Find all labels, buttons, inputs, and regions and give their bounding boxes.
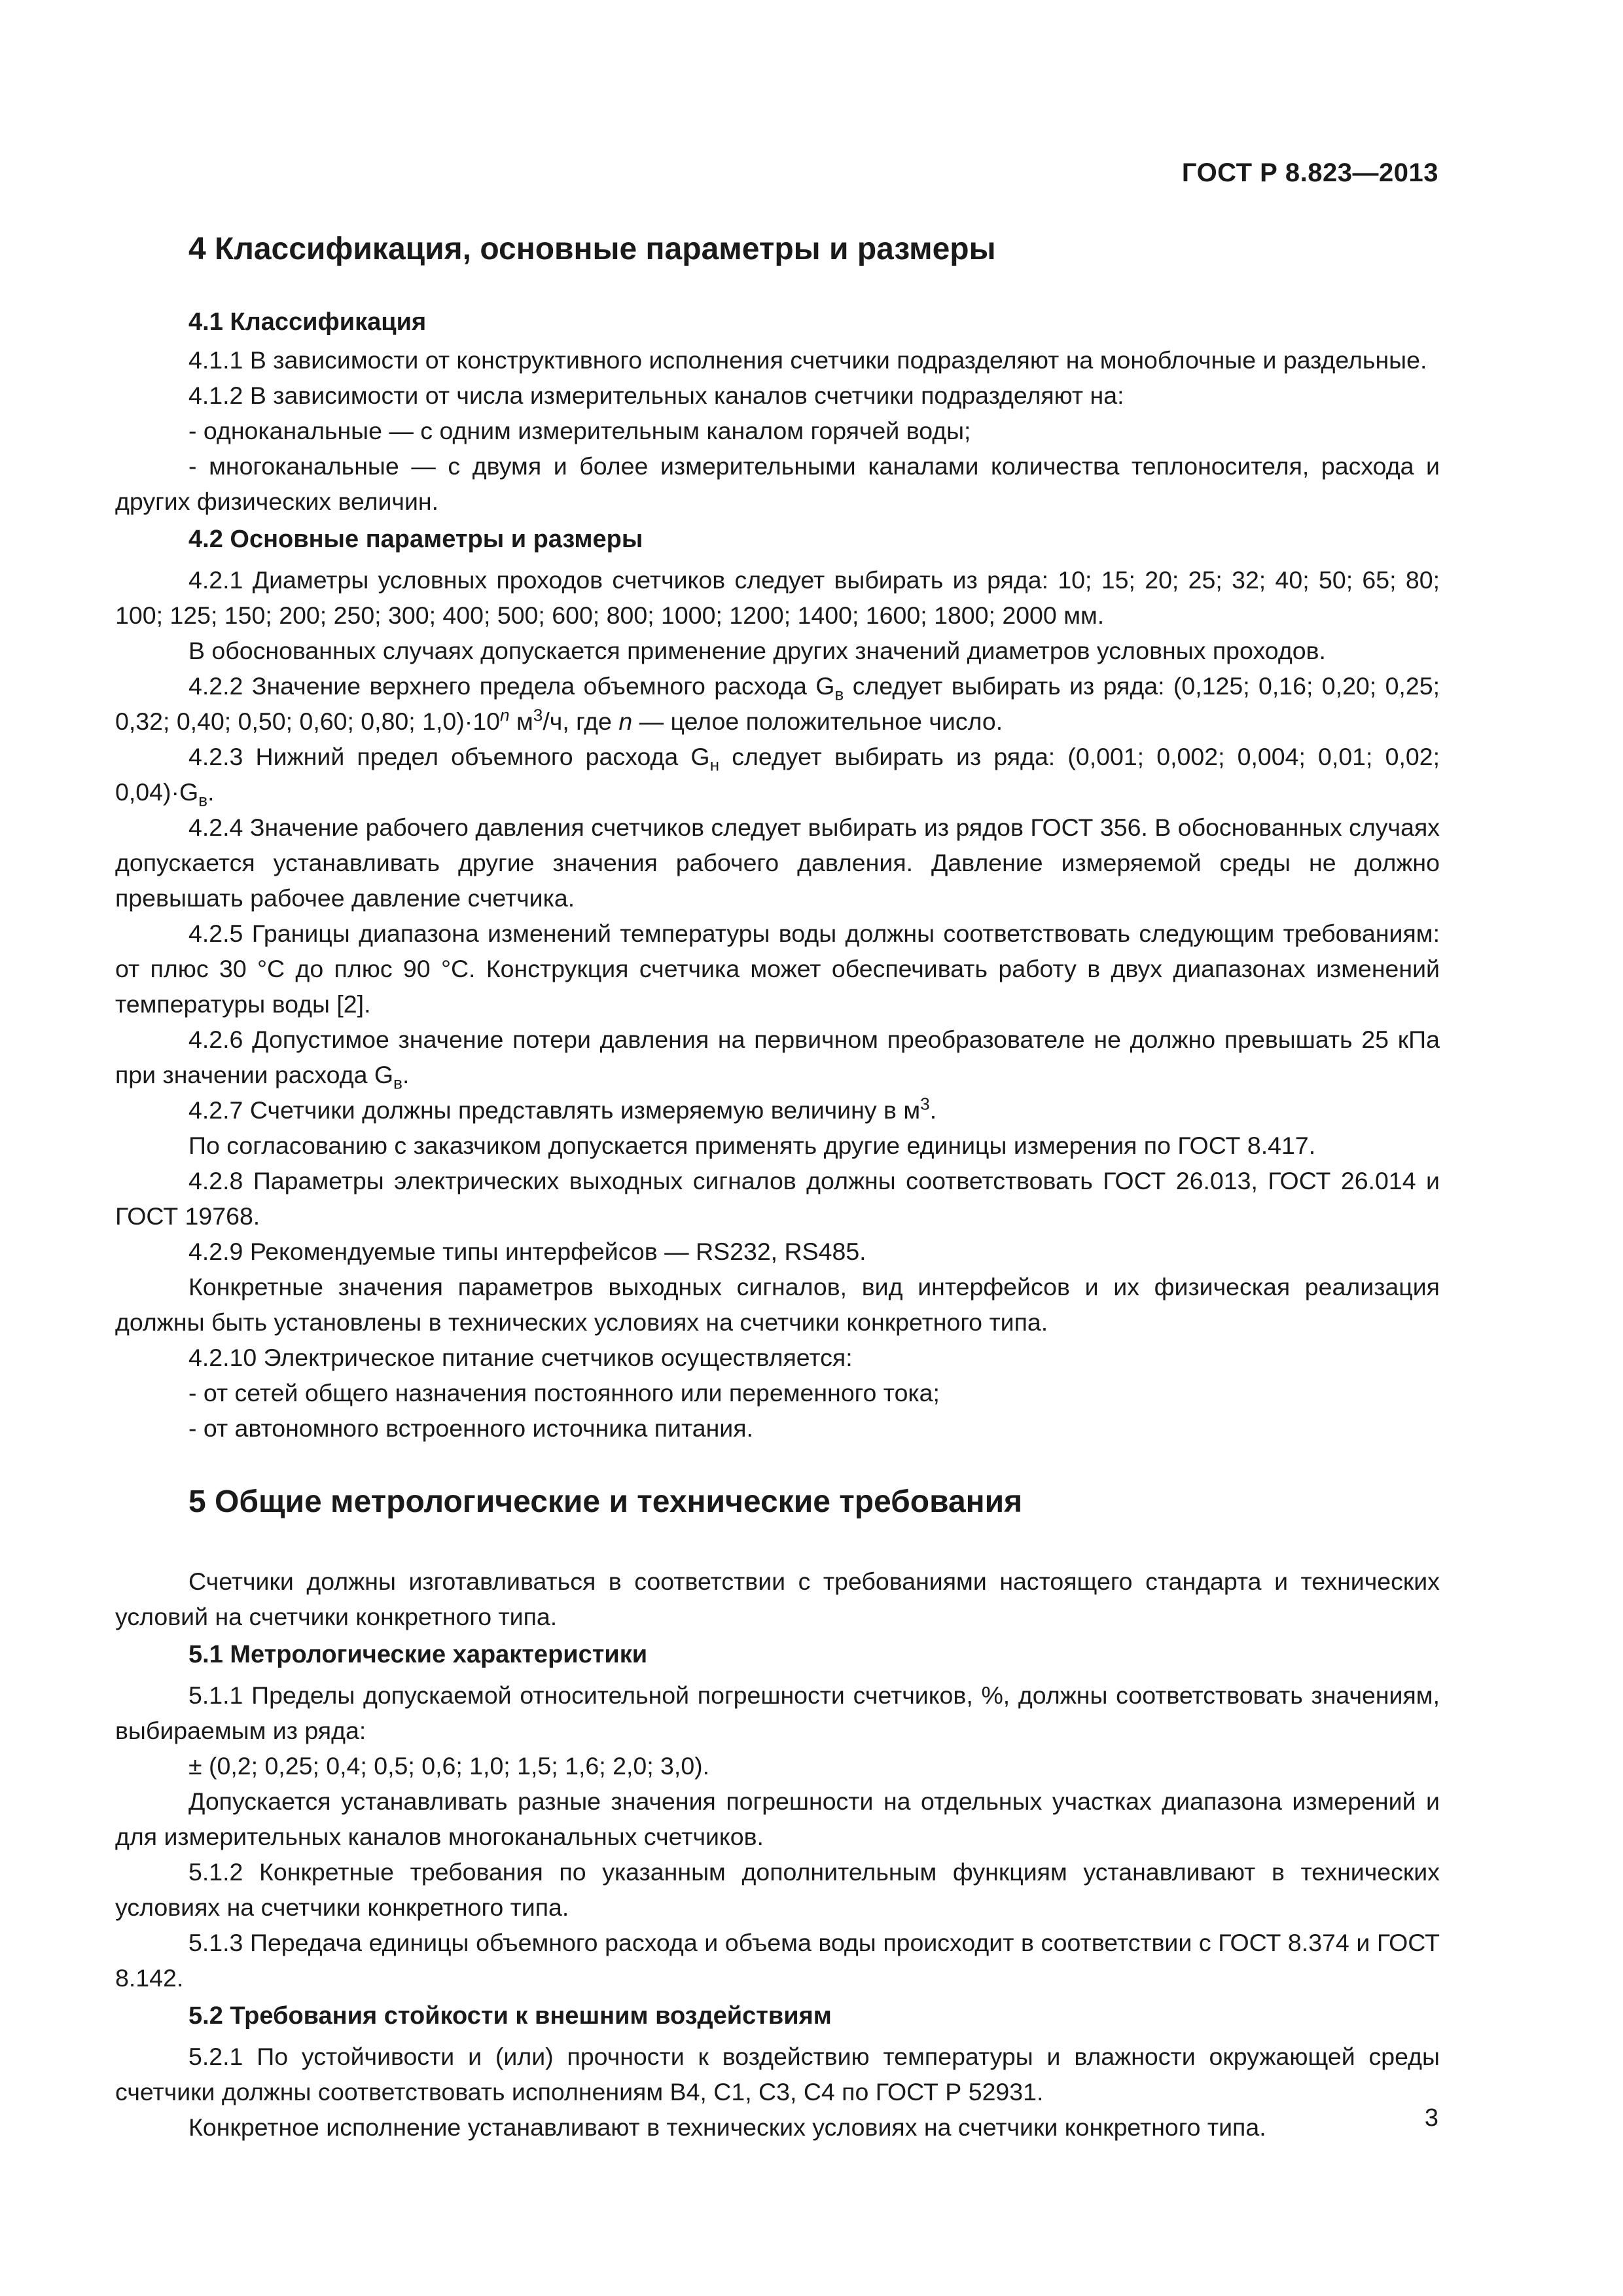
paragraph-4-2-2: 4.2.2 Значение верхнего предела объемного расхода $G_в$ следует выбирать из ряда: (0,125; 0,16; 0,20; 0,25; 0,32; 0,40; 0,50; 0,60; 0,80; $1,0)\cdot 10^n$ $м^3/ч$, где n — целое положительное число. (115, 672, 1440, 735)
paragraph-5-1-1: 5.1.1 Пределы допускаемой относительной погрешности счетчиков, %, должны соответствовать значениям, выбираемым из ряда: (115, 1681, 1440, 1744)
section-5-2-heading: 5.2 Требования стойкости к внешним воздействиям (188, 2002, 832, 2030)
paragraph-4-2-9-note: Конкретные значения параметров выходных сигналов, вид интерфейсов и их физическая реализация должны быть установлены в технических условиях на счетчики конкретного типа. (115, 1273, 1440, 1336)
paragraph-5-1-3: 5.1.3 Передача единицы объемного расхода и объема воды происходит в соответствии с ГОСТ 8.374 и ГОСТ 8.142. (115, 1929, 1440, 1992)
document-code: ГОСТ Р 8.823—2013 (1181, 158, 1438, 187)
paragraph-4-2-10: 4.2.10 Электрическое питание счетчиков осуществляется: (188, 1344, 853, 1371)
section-4-1-heading: 4.1 Классификация (188, 308, 427, 336)
list-item-single-channel: - одноканальные — с одним измерительным каналом горячей воды; (188, 417, 971, 444)
paragraph-4-2-6: 4.2.6 Допустимое значение потери давления на первичном преобразователе не должно превышать 25 кПа при значении расхода $G_в$. (115, 1026, 1440, 1093)
section-5-heading: 5 Общие метрологические и технические требования (188, 1484, 1023, 1519)
paragraph-4-2-9: 4.2.9 Рекомендуемые типы интерфейсов — RS232, RS485. (188, 1238, 866, 1265)
paragraph-4-2-7: 4.2.7 Счетчики должны представлять измеряемую величину в $м^3$. (188, 1094, 937, 1124)
section-4-2-heading: 4.2 Основные параметры и размеры (188, 526, 643, 553)
paragraph-5-2-1-note: Конкретное исполнение устанавливают в технических условиях на счетчики конкретного типа. (188, 2113, 1266, 2141)
paragraph-4-2-1-note: В обоснованных случаях допускается применение других значений диаметров условных проходов. (188, 637, 1326, 664)
paragraph-4-2-8: 4.2.8 Параметры электрических выходных сигналов должны соответствовать ГОСТ 26.013, ГОСТ 26.014 и ГОСТ 19768. (115, 1167, 1440, 1230)
paragraph-5-1-2: 5.1.2 Конкретные требования по указанным дополнительным функциям устанавливают в технических условиях на счетчики конкретного типа. (115, 1858, 1440, 1921)
list-item-autonomous-power: - от автономного встроенного источника питания. (188, 1414, 753, 1442)
paragraph-5-1-1-note: Допускается устанавливать разные значения погрешности на отдельных участках диапазона измерений и для измерительных каналов многоканальных счетчиков. (115, 1787, 1440, 1850)
paragraph-4-1-1: 4.1.1 В зависимости от конструктивного исполнения счетчики подразделяют на моноблочные и раздельные. (188, 346, 1427, 374)
paragraph-4-2-1: 4.2.1 Диаметры условных проходов счетчиков следует выбирать из ряда: 10; 15; 20; 25; 32; 40; 50; 65; 80; 100; 125; 150; 200; 250; 300; 400; 500; 600; 800; 1000; 1200; 1400; 1600; 1800; 2000 мм. (115, 566, 1440, 629)
document-body (115, 226, 1440, 2145)
list-item-mains-power: - от сетей общего назначения постоянного или переменного тока; (188, 1379, 940, 1407)
paragraph-4-1-2: 4.1.2 В зависимости от числа измерительных каналов счетчики подразделяют на: (188, 382, 1124, 409)
paragraph-5-2-1: 5.2.1 По устойчивости и (или) прочности к воздействию температуры и влажности окружающей среды счетчики должны соответствовать исполнениям В4, С1, С3, С4 по ГОСТ Р 52931. (115, 2043, 1440, 2106)
paragraph-4-2-7-note: По согласованию с заказчиком допускается применять другие единицы измерения по ГОСТ 8.417. (188, 1132, 1316, 1159)
list-item-multi-channel: - многоканальные — с двумя и более измерительными каналами количества теплоносителя, расхода и других физических величин. (115, 452, 1440, 515)
paragraph-5-1-1-values: ± (0,2; 0,25; 0,4; 0,5; 0,6; 1,0; 1,5; 1,6; 2,0; 3,0). (188, 1752, 710, 1780)
paragraph-4-2-5: 4.2.5 Границы диапазона изменений температуры воды должны соответствовать следующим требованиям: от плюс 30 °С до плюс 90 °С. Конструкция счетчика может обеспечивать работу в двух диапазонах изменений температуры воды [2]. (115, 920, 1440, 1018)
section-4-heading: 4 Классификация, основные параметры и размеры (188, 232, 996, 266)
section-5-1-heading: 5.1 Метрологические характеристики (188, 1641, 648, 1668)
page-number: 3 (1424, 2104, 1438, 2132)
paragraph-4-2-3: 4.2.3 Нижний предел объемного расхода $G_н$ следует выбирать из ряда: (0,001; 0,002; 0,004; 0,01; 0,02; $0,04)\cdot G_в$. (115, 743, 1440, 810)
paragraph-5-intro: Счетчики должны изготавливаться в соответствии с требованиями настоящего стандарта и технических условий на счетчики конкретного типа. (115, 1568, 1440, 1630)
paragraph-4-2-4: 4.2.4 Значение рабочего давления счетчиков следует выбирать из рядов ГОСТ 356. В обоснованных случаях допускается устанавливать другие значения рабочего давления. Давление измеряемой среды не должно превышать рабочее давление счетчика. (115, 814, 1440, 912)
